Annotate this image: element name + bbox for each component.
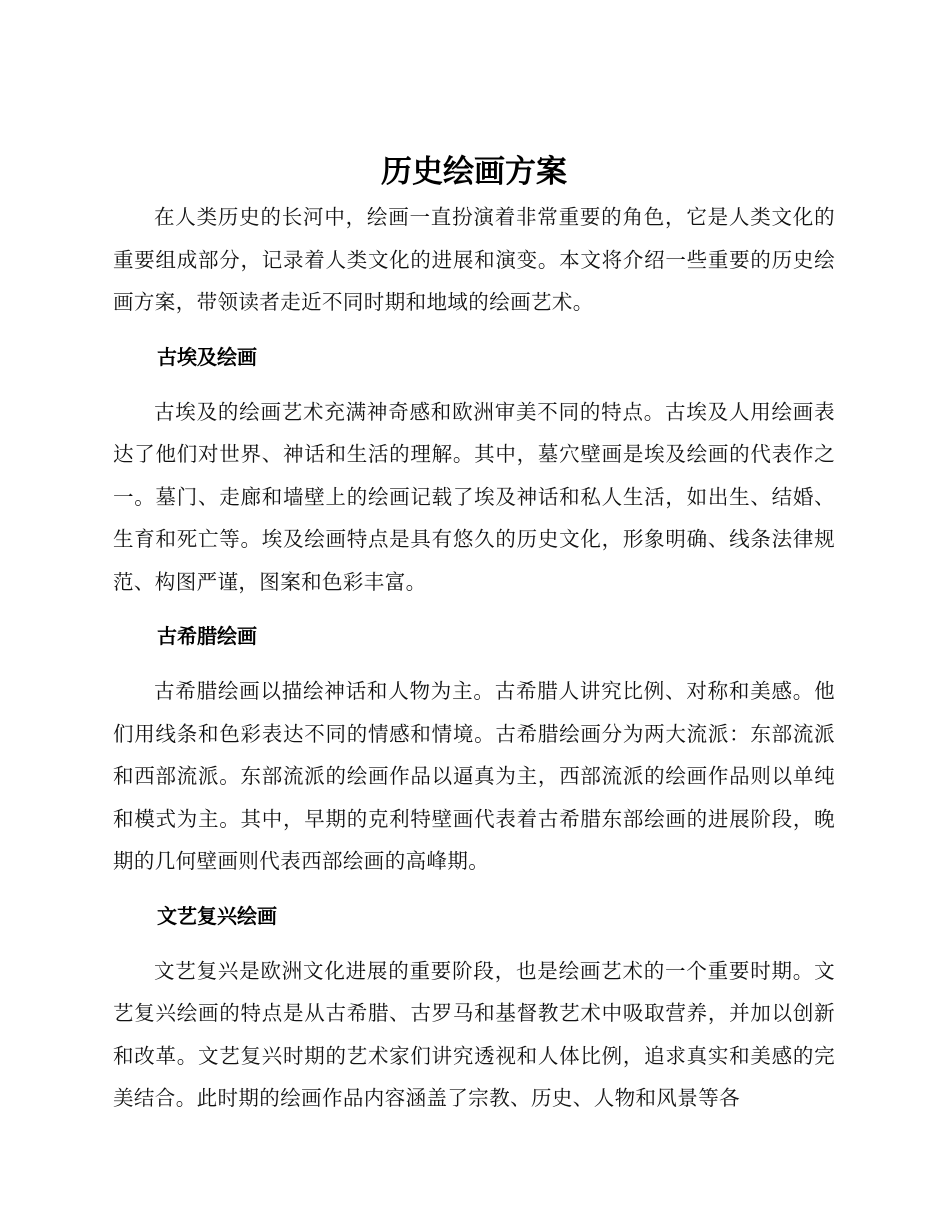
section-heading-renaissance: 文艺复兴绘画 (157, 903, 277, 928)
section-body-egypt: 古埃及的绘画艺术充满神奇感和欧洲审美不同的特点。古埃及人用绘画表达了他们对世界、神话和生活的理解。其中，墓穴壁画是埃及绘画的代表作之一。墓门、走廊和墙壁上的绘画记载了埃及神话和私人生活，如出生、结婚、生育和死亡等。埃及绘画特点是具有悠久的历史文化，形象明确、线条法律规范、构图严谨，图案和色彩丰富。 (113, 399, 835, 594)
document-title: 历史绘画方案 (381, 154, 567, 190)
section-body-renaissance: 文艺复兴是欧洲文化进展的重要阶段，也是绘画艺术的一个重要时期。文艺复兴绘画的特点是从古希腊、古罗马和基督教艺术中吸取营养，并加以创新和改革。文艺复兴时期的艺术家们讲究透视和人体比例，追求真实和美感的完美结合。此时期的绘画作品内容涵盖了宗教、历史、人物和风景等各 (113, 958, 835, 1110)
intro-paragraph: 在人类历史的长河中，绘画一直扮演着非常重要的角色，它是人类文化的重要组成部分，记录着人类文化的进展和演变。本文将介绍一些重要的历史绘画方案，带领读者走近不同时期和地域的绘画艺术。 (113, 205, 835, 314)
section-body-greece: 古希腊绘画以描绘神话和人物为主。古希腊人讲究比例、对称和美感。他们用线条和色彩表达不同的情感和情境。古希腊绘画分为两大流派：东部流派和西部流派。东部流派的绘画作品以逼真为主，西部流派的绘画作品则以单纯和模式为主。其中，早期的克利特壁画代表着古希腊东部绘画的进展阶段，晚期的几何壁画则代表西部绘画的高峰期。 (113, 679, 835, 873)
section-heading-greece: 古希腊绘画 (157, 624, 257, 648)
document-content (113, 150, 835, 1120)
section-heading-egypt: 古埃及绘画 (157, 344, 257, 369)
